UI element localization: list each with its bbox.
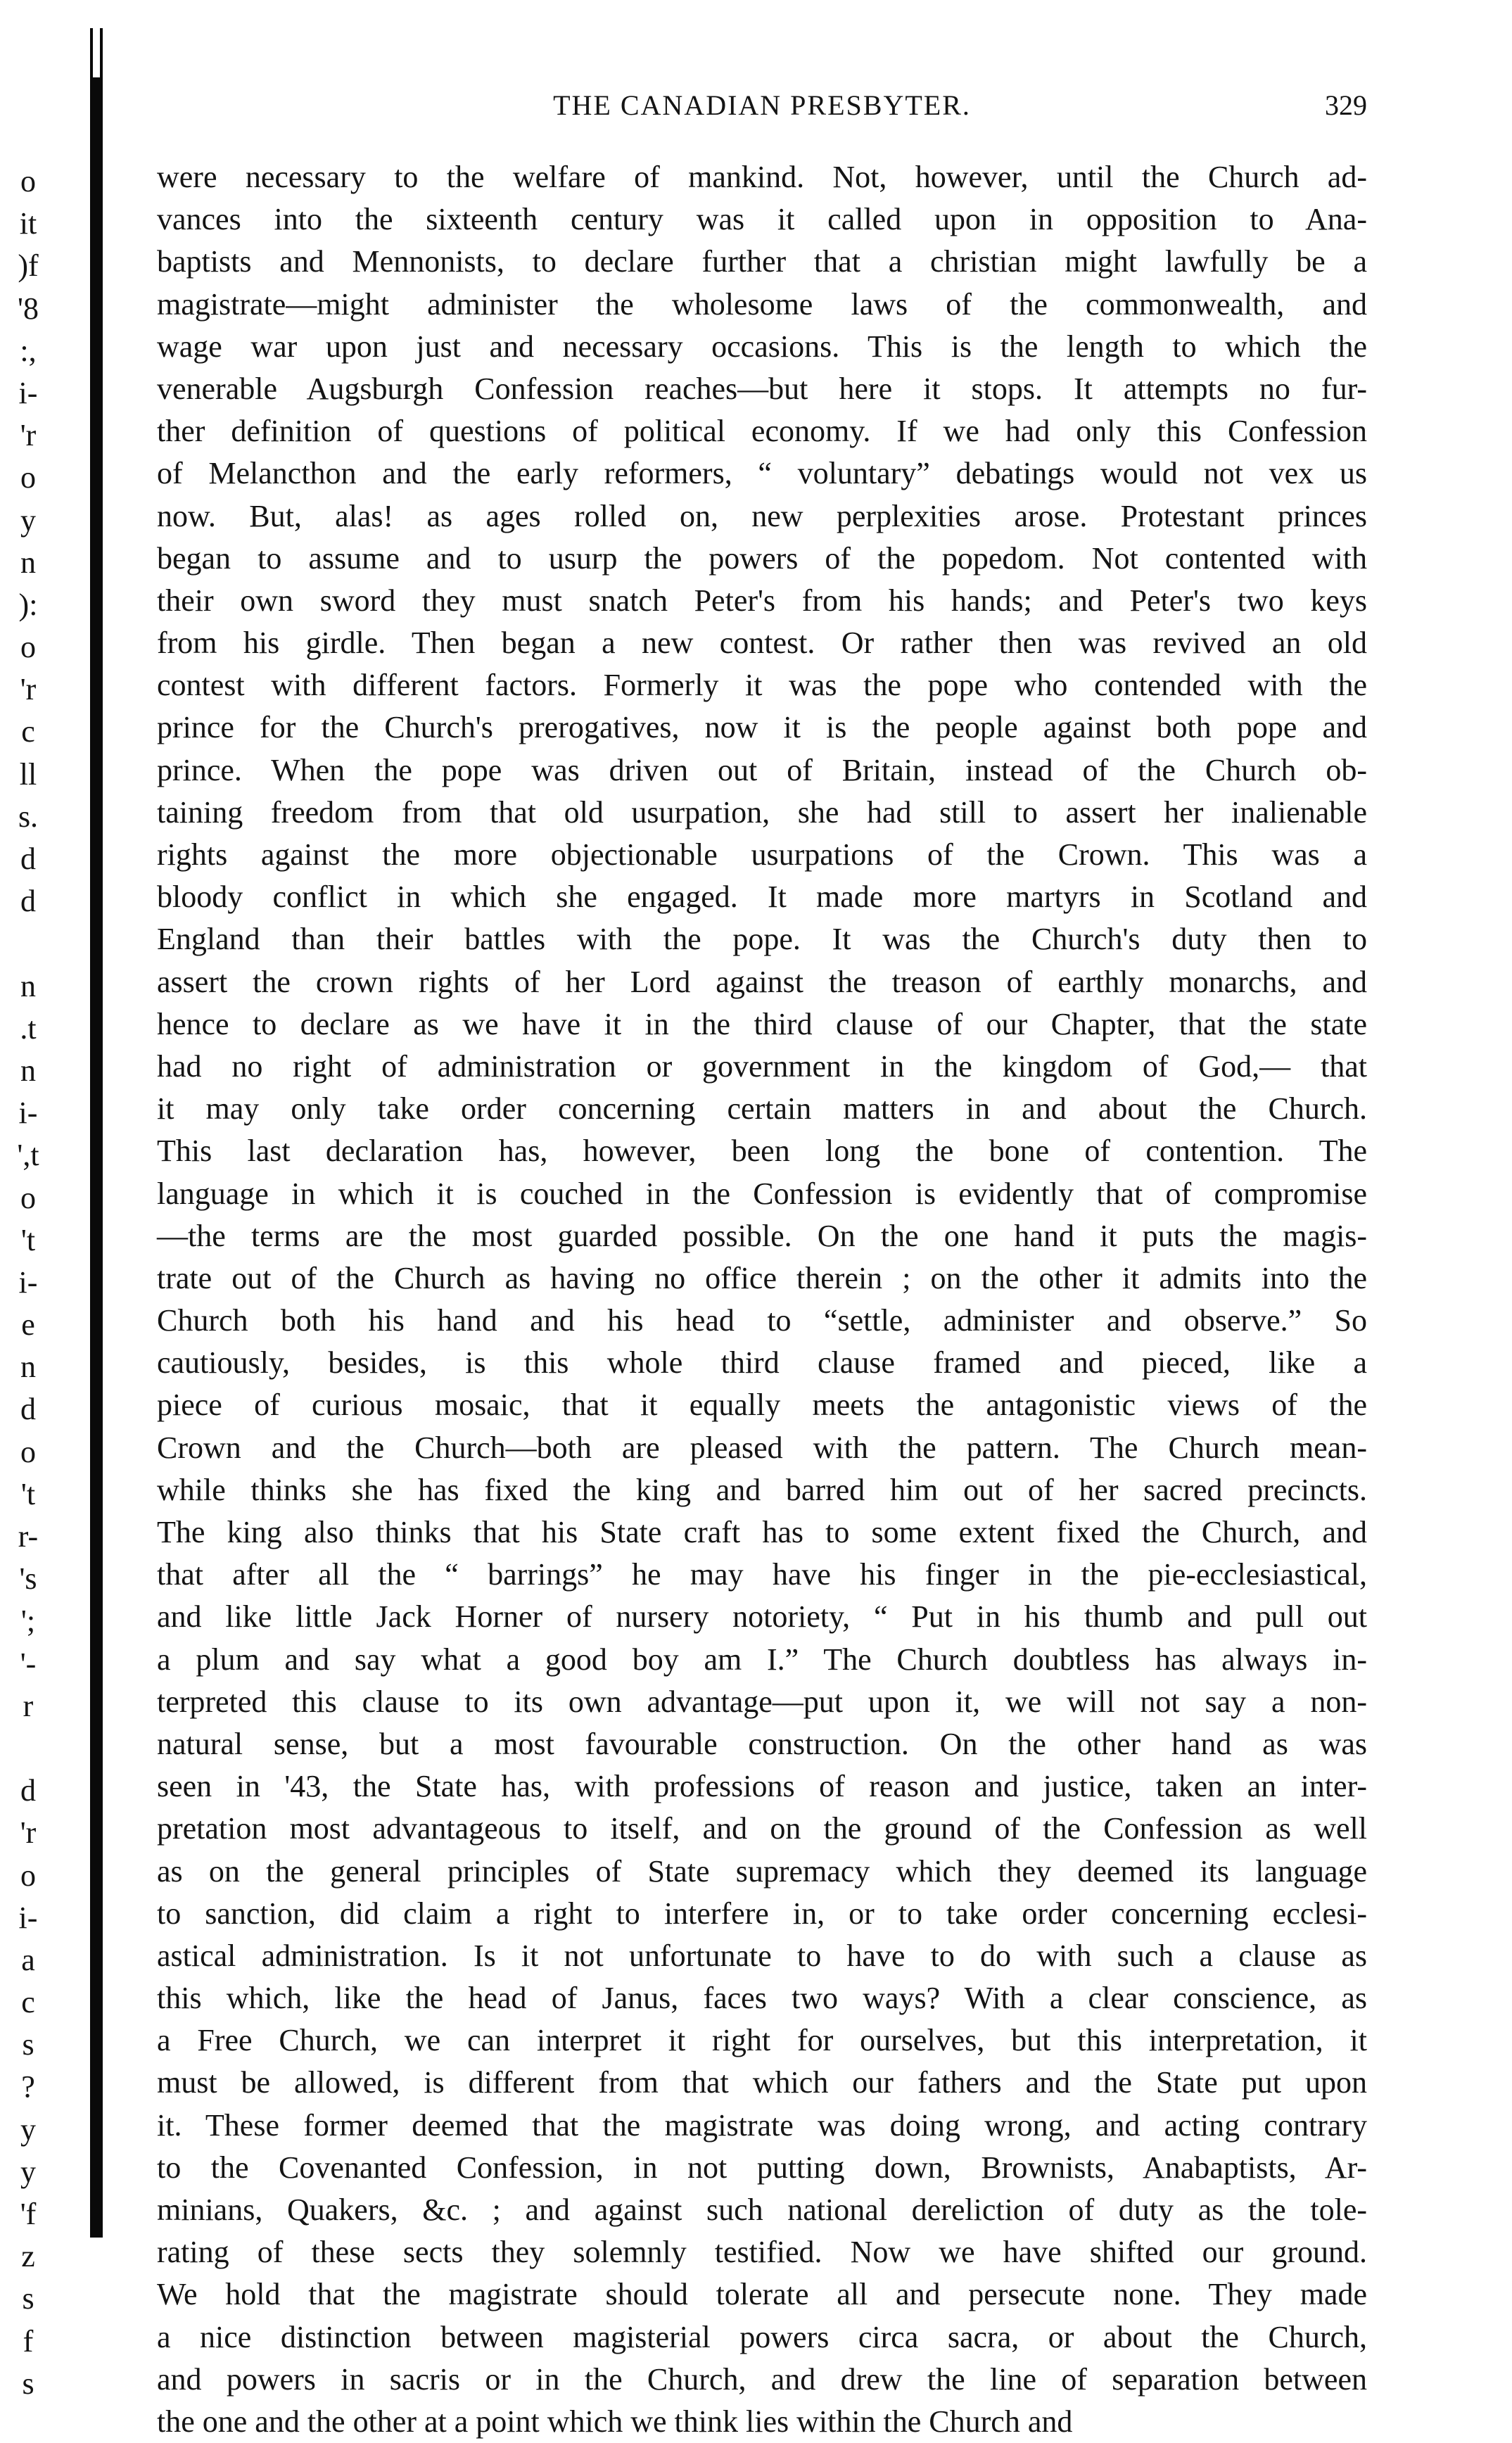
margin-fragment: n bbox=[20, 545, 36, 580]
margin-fragment: r- bbox=[18, 1519, 39, 1554]
margin-fragment: :, bbox=[20, 333, 37, 368]
text-line: magistrate—might administer the wholesome laws of the commonwealth, and bbox=[157, 286, 1367, 322]
margin-fragment: .t bbox=[20, 1010, 37, 1046]
text-line: venerable Augsburgh Confession reaches—but here it stops. It attempts no fur- bbox=[157, 371, 1367, 406]
margin-fragment: s bbox=[22, 2366, 34, 2401]
text-line: Crown and the Church—both are pleased with the pattern. The Church mean- bbox=[157, 1430, 1367, 1465]
margin-fragment: 't bbox=[20, 1222, 36, 1257]
margin-fragment: '; bbox=[20, 1604, 36, 1639]
text-line: had no right of administration or government in the kingdom of God,— that bbox=[157, 1048, 1367, 1084]
text-line: Church both his hand and his head to “settle, administer and observe.” So bbox=[157, 1303, 1367, 1338]
margin-fragment: y bbox=[20, 2154, 36, 2189]
margin-fragment: n bbox=[20, 1053, 36, 1088]
margin-fragment: o bbox=[20, 1858, 36, 1893]
body-text bbox=[157, 156, 1367, 2443]
text-line: contest with different factors. Formerly it was the pope who contended with the bbox=[157, 668, 1367, 703]
text-line: to sanction, did claim a right to interfere in, or to take order concerning ecclesi- bbox=[157, 1896, 1367, 1931]
text-line: were necessary to the welfare of mankind. Not, however, until the Church ad- bbox=[157, 160, 1367, 194]
text-line: natural sense, but a most favourable construction. On the other hand as was bbox=[157, 1726, 1367, 1761]
text-line: it. These former deemed that the magistrate was doing wrong, and acting contrary bbox=[157, 2107, 1367, 2143]
margin-fragment: i- bbox=[18, 1264, 38, 1300]
page-number: 329 bbox=[1325, 89, 1367, 121]
text-line: it may only take order concerning certain matters in and about the Church. bbox=[157, 1091, 1367, 1127]
text-line: while thinks she has fixed the king and barred him out of her sacred precincts. bbox=[157, 1472, 1367, 1507]
margin-fragment: o bbox=[20, 460, 36, 495]
text-line: piece of curious mosaic, that it equally meets the antagonistic views of the bbox=[157, 1388, 1367, 1423]
margin-fragment: o bbox=[20, 164, 36, 198]
margin-fragment: d bbox=[20, 884, 36, 919]
margin-fragment: d bbox=[20, 1392, 36, 1427]
margin-fragment: c bbox=[21, 714, 35, 749]
text-line: a plum and say what a good boy am I.” The Church doubtless has always in- bbox=[157, 1642, 1367, 1677]
text-line: ther definition of questions of political economy. If we had only this Confession bbox=[157, 414, 1367, 449]
binding-gutter bbox=[90, 28, 103, 2238]
margin-fragment bbox=[0, 922, 56, 965]
text-line: cautiously, besides, is this whole third clause framed and pieced, like a bbox=[157, 1345, 1367, 1381]
text-line: assert the crown rights of her Lord against the treason of earthly monarchs, and bbox=[157, 964, 1367, 999]
margin-fragment: n bbox=[20, 1350, 36, 1385]
facing-page-margin bbox=[0, 160, 56, 2405]
text-line: as on the general principles of State supremacy which they deemed its language bbox=[157, 1853, 1367, 1889]
text-line: England than their battles with the pope. It was the Church's duty then to bbox=[157, 922, 1367, 957]
text-line: seen in '43, the State has, with professions of reason and justice, taken an inter- bbox=[157, 1769, 1367, 1804]
text-line: baptists and Mennonists, to declare further that a christian might lawfully be a bbox=[157, 244, 1367, 279]
margin-fragment: d bbox=[20, 842, 36, 876]
text-line: We hold that the magistrate should tolerate all and persecute none. They made bbox=[157, 2277, 1367, 2312]
margin-fragment: it bbox=[19, 206, 37, 241]
text-line: trate out of the Church as having no office therein ; on the other it admits into the bbox=[157, 1260, 1367, 1295]
margin-fragment: 's bbox=[19, 1561, 37, 1597]
margin-fragment: ll bbox=[19, 756, 37, 792]
text-line: this which, like the head of Janus, faces two ways? With a clear conscience, as bbox=[157, 1981, 1367, 2016]
text-line: terpreted this clause to its own advantage—put upon it, we will not say a non- bbox=[157, 1684, 1367, 1719]
text-line: the one and the other at a point which we think lies within the Church and bbox=[157, 2404, 1073, 2439]
margin-fragment: y bbox=[20, 502, 36, 538]
text-line: language in which it is couched in the Confession is evidently that of compromise bbox=[157, 1176, 1367, 1211]
margin-fragment: i- bbox=[18, 1096, 38, 1131]
margin-fragment: 'f bbox=[20, 2197, 37, 2231]
margin-fragment bbox=[0, 1727, 56, 1770]
margin-fragment: s bbox=[22, 2027, 34, 2062]
text-line: from his girdle. Then began a new contest. Or rather then was revived an old bbox=[157, 626, 1367, 661]
text-line: minians, Quakers, &c. ; and against such national dereliction of duty as the tole- bbox=[157, 2193, 1367, 2227]
margin-fragment: ',t bbox=[17, 1138, 39, 1173]
margin-fragment: i- bbox=[18, 1900, 38, 1935]
margin-fragment: s bbox=[22, 2281, 34, 2316]
text-line: —the terms are the most guarded possible. On the one hand it puts the magis- bbox=[157, 1218, 1367, 1253]
margin-fragment: z bbox=[21, 2239, 35, 2274]
margin-fragment: f bbox=[23, 2323, 34, 2359]
text-line: bloody conflict in which she engaged. It made more martyrs in Scotland and bbox=[157, 880, 1367, 915]
margin-fragment: ? bbox=[21, 2069, 35, 2105]
text-line: rights against the more objectionable usurpations of the Crown. This was a bbox=[157, 837, 1367, 872]
margin-fragment: )f bbox=[18, 248, 39, 284]
page-header bbox=[157, 83, 1367, 125]
text-line: now. But, alas! as ages rolled on, new perplexities arose. Protestant princes bbox=[157, 498, 1367, 533]
margin-fragment: 'r bbox=[20, 418, 37, 453]
running-title: THE CANADIAN PRESBYTER. bbox=[553, 89, 971, 121]
margin-fragment: c bbox=[21, 1985, 35, 2020]
text-line: The king also thinks that his State craft has to some extent fixed the Church, and bbox=[157, 1515, 1367, 1549]
margin-fragment: n bbox=[20, 968, 36, 1003]
text-line: astical administration. Is it not unfortunate to have to do with such a clause as bbox=[157, 1938, 1367, 1973]
margin-fragment: o bbox=[20, 1180, 36, 1215]
text-line: to the Covenanted Confession, in not putting down, Brownists, Anabaptists, Ar- bbox=[157, 2150, 1367, 2185]
margin-fragment: r bbox=[23, 1688, 34, 1723]
margin-fragment: y bbox=[20, 2112, 36, 2147]
text-line: must be allowed, is different from that which our fathers and the State put upon bbox=[157, 2065, 1367, 2100]
text-line: of Melancthon and the early reformers, “ voluntary” debatings would not vex us bbox=[157, 456, 1367, 491]
text-line: a Free Church, we can interpret it right for ourselves, but this interpretation, it bbox=[157, 2023, 1367, 2058]
margin-fragment: o bbox=[20, 1434, 36, 1469]
margin-fragment: 'r bbox=[20, 1815, 37, 1851]
margin-fragment: s. bbox=[18, 799, 39, 834]
margin-fragment: 't bbox=[20, 1476, 36, 1511]
margin-fragment: '8 bbox=[18, 291, 39, 326]
margin-fragment: 'r bbox=[20, 672, 37, 707]
margin-fragment: a bbox=[21, 1942, 35, 1977]
margin-fragment: i- bbox=[18, 375, 38, 410]
text-line: rating of these sects they solemnly testified. Now we have shifted our ground. bbox=[157, 2235, 1367, 2270]
text-line: that after all the “ barrings” he may have his finger in the pie-ecclesiastical, bbox=[157, 1557, 1367, 1592]
margin-fragment: d bbox=[20, 1773, 36, 1808]
text-line: pretation most advantageous to itself, and on the ground of the Confession as well bbox=[157, 1811, 1367, 1846]
text-line: wage war upon just and necessary occasions. This is the length to which the bbox=[157, 329, 1367, 364]
margin-fragment: e bbox=[21, 1307, 35, 1343]
text-line: prince for the Church's prerogatives, now it is the people against both pope and bbox=[157, 710, 1367, 745]
text-line: and powers in sacris or in the Church, and drew the line of separation between bbox=[157, 2361, 1367, 2397]
text-line: This last declaration has, however, been long the bone of contention. The bbox=[157, 1134, 1367, 1169]
text-line: taining freedom from that old usurpation, she had still to assert her inalienable bbox=[157, 794, 1367, 830]
margin-fragment: o bbox=[20, 630, 36, 665]
text-line: vances into the sixteenth century was it called upon in opposition to Ana- bbox=[157, 202, 1367, 237]
text-line: hence to declare as we have it in the third clause of our Chapter, that the state bbox=[157, 1006, 1367, 1041]
text-line: began to assume and to usurp the powers of the popedom. Not contented with bbox=[157, 540, 1367, 576]
text-line: prince. When the pope was driven out of Britain, instead of the Church ob- bbox=[157, 752, 1367, 787]
margin-fragment: ): bbox=[18, 587, 38, 622]
margin-fragment: '- bbox=[20, 1646, 37, 1681]
text-line: and like little Jack Horner of nursery notoriety, “ Put in his thumb and pull out bbox=[157, 1599, 1367, 1635]
text-line: a nice distinction between magisterial powers circa sacra, or about the Church, bbox=[157, 2319, 1367, 2354]
text-line: their own sword they must snatch Peter's from his hands; and Peter's two keys bbox=[157, 583, 1367, 618]
